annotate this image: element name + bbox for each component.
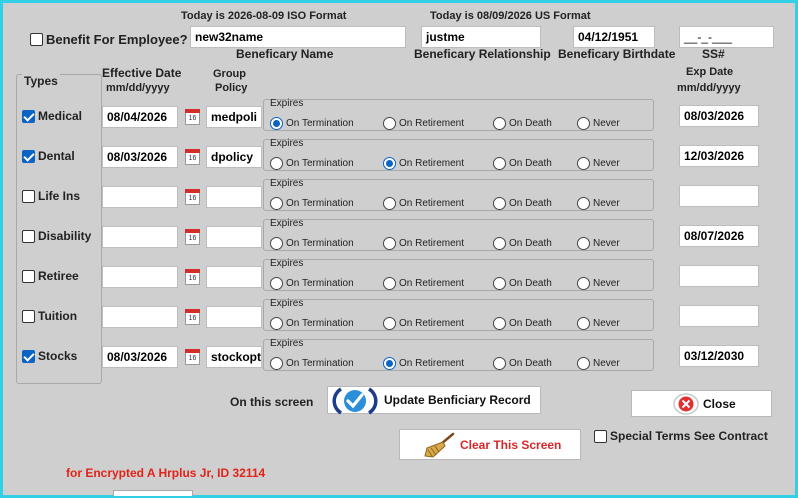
clear-screen-button[interactable]: [399, 429, 581, 460]
exp-date-field[interactable]: 03/12/2030: [679, 345, 759, 367]
calendar-icon[interactable]: 16: [185, 349, 200, 365]
effective-date-field[interactable]: 08/03/2026: [102, 146, 178, 168]
expires-retirement-label: On Retirement: [399, 118, 465, 129]
group-header: Group: [213, 68, 246, 80]
expires-death-radio[interactable]: [493, 117, 506, 130]
effective-date-field[interactable]: 08/04/2026: [102, 106, 178, 128]
benefit-type-label: Tuition: [38, 309, 78, 323]
exp-format-header: mm/dd/yyyy: [677, 82, 741, 94]
expires-retirement-radio[interactable]: [383, 157, 396, 170]
checkmark-icon: [331, 385, 379, 417]
expires-never-label: Never: [593, 198, 620, 209]
beneficiary-name-field[interactable]: new32name: [190, 26, 406, 48]
encrypted-note: for Encrypted A Hrplus Jr, ID 32114: [66, 466, 266, 480]
close-button-label: Close: [703, 397, 736, 411]
expires-retirement-radio[interactable]: [383, 317, 396, 330]
expires-never-label: Never: [593, 238, 620, 249]
expires-never-radio[interactable]: [577, 357, 590, 370]
effective-date-header: Effective Date: [102, 66, 182, 80]
expires-title: Expires: [270, 338, 304, 349]
types-header: Types: [24, 74, 58, 88]
expires-termination-radio[interactable]: [270, 237, 283, 250]
expires-termination-label: On Termination: [286, 238, 354, 249]
benefit-type-label: Life Ins: [38, 189, 81, 203]
exp-date-field[interactable]: 12/03/2026: [679, 145, 759, 167]
us-date-note: Today is 08/09/2026 US Format: [430, 10, 591, 22]
effective-format-header: mm/dd/yyyy: [106, 82, 170, 94]
update-beneficiary-button[interactable]: [327, 386, 541, 414]
expires-never-radio[interactable]: [577, 157, 590, 170]
expires-title: Expires: [270, 98, 304, 109]
effective-date-field[interactable]: 08/03/2026: [102, 346, 178, 368]
expires-death-radio[interactable]: [493, 277, 506, 290]
effective-date-field[interactable]: [102, 226, 178, 248]
expires-never-radio[interactable]: [577, 117, 590, 130]
expires-never-label: Never: [593, 118, 620, 129]
expires-title: Expires: [270, 258, 304, 269]
expires-termination-radio[interactable]: [270, 317, 283, 330]
ssn-field[interactable]: __-_-___: [679, 26, 774, 48]
expires-death-label: On Death: [509, 238, 552, 249]
calendar-icon[interactable]: 16: [185, 229, 200, 245]
effective-date-field[interactable]: [102, 186, 178, 208]
expires-title: Expires: [270, 178, 304, 189]
expires-death-radio[interactable]: [493, 317, 506, 330]
expires-death-label: On Death: [509, 198, 552, 209]
benefit-type-checkbox[interactable]: [22, 190, 35, 203]
expires-retirement-label: On Retirement: [399, 358, 465, 369]
expires-retirement-label: On Retirement: [399, 318, 465, 329]
group-policy-field[interactable]: dpolicy: [206, 146, 262, 168]
expires-retirement-label: On Retirement: [399, 198, 465, 209]
expires-retirement-label: On Retirement: [399, 278, 465, 289]
ssn-label: SS#: [702, 47, 725, 61]
calendar-icon[interactable]: 16: [185, 269, 200, 285]
benefit-type-checkbox[interactable]: [22, 110, 35, 123]
expires-death-label: On Death: [509, 358, 552, 369]
exp-date-field[interactable]: 08/03/2026: [679, 105, 759, 127]
exp-date-field[interactable]: [679, 265, 759, 287]
expires-death-label: On Death: [509, 158, 552, 169]
expires-never-radio[interactable]: [577, 237, 590, 250]
expires-termination-label: On Termination: [286, 198, 354, 209]
policy-header: Policy: [215, 82, 248, 94]
calendar-icon[interactable]: 16: [185, 309, 200, 325]
group-policy-field[interactable]: [206, 306, 262, 328]
group-policy-field[interactable]: [206, 186, 262, 208]
broom-icon: [423, 432, 457, 458]
benefit-type-checkbox[interactable]: [22, 350, 35, 363]
expires-retirement-label: On Retirement: [399, 238, 465, 249]
beneficiary-birthdate-field[interactable]: 04/12/1951: [573, 26, 655, 48]
expires-death-label: On Death: [509, 118, 552, 129]
expires-death-radio[interactable]: [493, 237, 506, 250]
benefit-type-label: Medical: [38, 109, 83, 123]
calendar-icon[interactable]: 16: [185, 189, 200, 205]
benefit-type-label: Retiree: [38, 269, 79, 283]
benefit-type-label: Disability: [38, 229, 92, 243]
expires-never-radio[interactable]: [577, 197, 590, 210]
beneficiary-relationship-label: Beneficary Relationship: [414, 47, 551, 61]
benefit-type-checkbox[interactable]: [22, 230, 35, 243]
expires-never-label: Never: [593, 358, 620, 369]
calendar-icon[interactable]: 16: [185, 109, 200, 125]
benefit-type-checkbox[interactable]: [22, 150, 35, 163]
on-this-screen-label: On this screen: [230, 395, 314, 409]
expires-termination-radio[interactable]: [270, 157, 283, 170]
group-policy-field[interactable]: [206, 266, 262, 288]
expires-termination-radio[interactable]: [270, 357, 283, 370]
expires-never-radio[interactable]: [577, 317, 590, 330]
expires-death-label: On Death: [509, 278, 552, 289]
group-policy-field[interactable]: medpoli: [206, 106, 262, 128]
expires-retirement-radio[interactable]: [383, 117, 396, 130]
expires-never-label: Never: [593, 278, 620, 289]
special-terms-label: Special Terms See Contract: [610, 429, 768, 443]
expires-title: Expires: [270, 298, 304, 309]
expires-never-label: Never: [593, 158, 620, 169]
expires-title: Expires: [270, 138, 304, 149]
exp-date-field[interactable]: [679, 185, 759, 207]
exp-date-header: Exp Date: [686, 66, 734, 78]
benefit-for-employee-checkbox[interactable]: [30, 33, 43, 46]
close-icon: [673, 393, 699, 415]
benefit-type-label: Stocks: [38, 349, 78, 363]
expires-retirement-label: On Retirement: [399, 158, 465, 169]
expires-retirement-radio[interactable]: [383, 197, 396, 210]
expires-never-radio[interactable]: [577, 277, 590, 290]
hidden-field-edge: [113, 490, 193, 496]
clear-button-label: Clear This Screen: [460, 438, 562, 452]
expires-never-label: Never: [593, 318, 620, 329]
expires-retirement-radio[interactable]: [383, 357, 396, 370]
benefit-type-checkbox[interactable]: [22, 270, 35, 283]
expires-retirement-radio[interactable]: [383, 237, 396, 250]
group-policy-field[interactable]: [206, 226, 262, 248]
benefit-type-label: Dental: [38, 149, 75, 163]
effective-date-field[interactable]: [102, 266, 178, 288]
effective-date-field[interactable]: [102, 306, 178, 328]
expires-retirement-radio[interactable]: [383, 277, 396, 290]
expires-death-radio[interactable]: [493, 357, 506, 370]
expires-termination-label: On Termination: [286, 318, 354, 329]
close-button[interactable]: [631, 390, 772, 417]
calendar-icon[interactable]: 16: [185, 149, 200, 165]
expires-death-label: On Death: [509, 318, 552, 329]
expires-termination-label: On Termination: [286, 358, 354, 369]
exp-date-field[interactable]: [679, 305, 759, 327]
group-policy-field[interactable]: stockopt: [206, 346, 262, 368]
expires-termination-radio[interactable]: [270, 277, 283, 290]
expires-title: Expires: [270, 218, 304, 229]
special-terms-checkbox[interactable]: [594, 430, 607, 443]
beneficiary-relationship-field[interactable]: justme: [421, 26, 541, 48]
update-button-label: Update Benficiary Record: [384, 393, 531, 407]
expires-death-radio[interactable]: [493, 197, 506, 210]
exp-date-field[interactable]: 08/07/2026: [679, 225, 759, 247]
benefit-for-employee-label: Benefit For Employee?: [46, 32, 188, 47]
expires-termination-label: On Termination: [286, 158, 354, 169]
iso-date-note: Today is 2026-08-09 ISO Format: [181, 10, 347, 22]
expires-termination-label: On Termination: [286, 278, 354, 289]
beneficiary-name-label: Beneficary Name: [236, 47, 334, 61]
expires-termination-radio[interactable]: [270, 197, 283, 210]
benefit-type-checkbox[interactable]: [22, 310, 35, 323]
expires-termination-radio[interactable]: [270, 117, 283, 130]
beneficiary-birthdate-label: Beneficary Birthdate: [558, 47, 676, 61]
expires-death-radio[interactable]: [493, 157, 506, 170]
expires-termination-label: On Termination: [286, 118, 354, 129]
